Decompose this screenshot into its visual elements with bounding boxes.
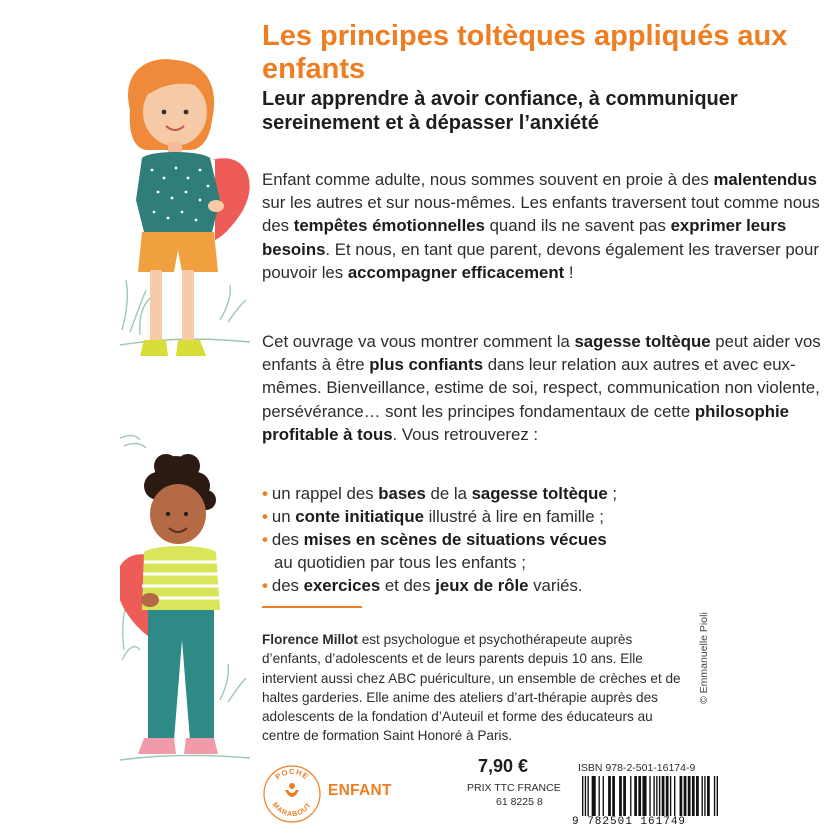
bullet-icon: • <box>262 530 268 549</box>
barcode-bar <box>619 776 622 816</box>
barcode-bar <box>638 776 641 816</box>
body-text: des <box>271 530 304 549</box>
emphasis-text: malentendus <box>713 170 817 189</box>
bullet-item <box>262 505 832 528</box>
svg-text:MARABOUT: MARABOUT <box>270 801 314 819</box>
barcode-bar <box>592 776 596 816</box>
barcode-bar <box>702 776 703 816</box>
body-text: variés. <box>528 576 583 595</box>
barcode-bar <box>587 776 588 816</box>
body-text: et des <box>380 576 436 595</box>
book-title: Les principes toltèques appliqués aux enfants <box>262 20 788 85</box>
body-text: ! <box>564 262 574 282</box>
emphasis-text: tempêtes émotionnelles <box>293 216 485 236</box>
barcode-number: 9 782501 161749 <box>572 816 687 828</box>
body-text: . Et nous, en tant que parent, devons également les traverser pour pouvoir les <box>262 239 819 282</box>
emphasis-text: Florence Millot <box>262 632 358 647</box>
emphasis-text: conte initiatique <box>295 507 424 526</box>
barcode-bar <box>692 776 695 816</box>
barcode-bar <box>585 776 586 816</box>
emphasis-text: exprimer leurs besoins <box>262 216 787 259</box>
body-text: un <box>271 507 296 526</box>
barcode <box>580 776 720 816</box>
body-text: au quotidien par tous les enfants ; <box>274 553 526 572</box>
barcode-bar <box>680 776 683 816</box>
boy-figure <box>138 454 220 754</box>
emphasis-text: philosophie profitable à tous <box>262 401 790 444</box>
barcode-bar <box>603 776 604 816</box>
barcode-bar <box>634 776 637 816</box>
price: 7,90 € <box>478 756 529 776</box>
grass-bottom <box>120 664 250 760</box>
barcode-bar <box>696 776 699 816</box>
emphasis-text: exercices <box>303 576 381 595</box>
barcode-bar <box>684 776 687 816</box>
bullet-item <box>262 528 832 551</box>
price-note: PRIX TTC FRANCE <box>467 782 561 794</box>
emphasis-text: sagesse toltèque <box>574 332 711 351</box>
divider <box>262 606 362 608</box>
barcode-bar <box>707 776 710 816</box>
body-text: . Vous retrouverez : <box>392 424 539 444</box>
bullet-item-continuation <box>274 551 840 574</box>
body-text: illustré à lire en famille ; <box>423 507 604 526</box>
illustration-credit: © Emmanuelle Pioli <box>698 612 710 704</box>
bullet-icon: • <box>262 507 268 526</box>
emphasis-text: sagesse toltèque <box>471 484 608 503</box>
barcode-bar <box>656 776 657 816</box>
isbn: ISBN 978-2-501-16174-9 <box>578 762 696 774</box>
collection-label: ENFANT <box>328 782 392 799</box>
barcode-bar <box>612 776 615 816</box>
book-subtitle: Leur apprendre à avoir confiance, à communiquer sereinement et à dépasser l’anxiété <box>262 88 738 134</box>
body-text: Enfant comme adulte, nous sommes souvent en proie à des <box>262 170 714 189</box>
body-text: de la <box>425 484 472 503</box>
barcode-bar <box>623 776 626 816</box>
body-text: sur les autres et sur nous-mêmes. Les enfants traversent tout comme nous des <box>262 193 820 236</box>
emphasis-text: accompagner efficacement <box>347 262 565 282</box>
emphasis-text: mises en scènes de situations vécues <box>303 530 607 549</box>
body-text: ; <box>607 484 618 503</box>
barcode-bar <box>662 776 665 816</box>
barcode-bar <box>659 776 660 816</box>
barcode-bar <box>649 776 650 816</box>
body-text: peut aider vos enfants à être <box>262 332 821 375</box>
barcode-bar <box>714 776 715 816</box>
barcode-bar <box>598 776 599 816</box>
barcode-bar <box>717 776 718 816</box>
barcode-bar <box>642 776 646 816</box>
barcode-bar <box>704 776 705 816</box>
description-paragraph <box>262 330 830 446</box>
barcode-bar <box>670 776 671 816</box>
bullet-icon: • <box>262 484 268 503</box>
barcode-bar <box>630 776 631 816</box>
poche-marabout-logo <box>262 764 322 824</box>
svg-text:POCHE: POCHE <box>273 766 311 782</box>
emphasis-text: bases <box>378 484 426 503</box>
barcode-bar <box>674 776 675 816</box>
barcode-bar <box>608 776 611 816</box>
children-illustration <box>120 0 250 840</box>
emphasis-text: plus confiants <box>369 355 484 375</box>
body-text: dans leur relation aux autres et avec eux-mêmes. Bienveillance, estime de soi, respect, communication non violente, persévérance… sont les principes fondamentaux de cette <box>262 355 820 421</box>
bullet-icon: • <box>262 576 268 595</box>
intro-paragraph <box>262 168 830 284</box>
barcode-bar <box>653 776 654 816</box>
barcode-bar <box>688 776 691 816</box>
body-text: quand ils ne savent pas <box>484 216 671 236</box>
body-text: est psychologue et psychothérapeute auprès d’enfants, d’adolescents et de leurs parents depuis 10 ans. Elle intervient aussi chez ABC puériculture, un ensemble de crèches et de haltes garderies. Elle anime des ateliers d’art-thérapie auprès des adolescents de la fondation d’Auteuil et forme des éducateurs au centre de formation Saint Honoré à Paris. <box>262 632 681 744</box>
body-text: des <box>271 576 304 595</box>
barcode-bar <box>582 776 583 816</box>
author-bio <box>262 630 682 746</box>
body-text: un rappel des <box>271 484 379 503</box>
body-text: Cet ouvrage va vous montrer comment la <box>262 332 575 351</box>
bullet-item <box>262 482 832 505</box>
product-code: 61 8225 8 <box>496 796 543 808</box>
emphasis-text: jeux de rôle <box>435 576 529 595</box>
barcode-bar <box>666 776 669 816</box>
bullet-item <box>262 574 832 597</box>
